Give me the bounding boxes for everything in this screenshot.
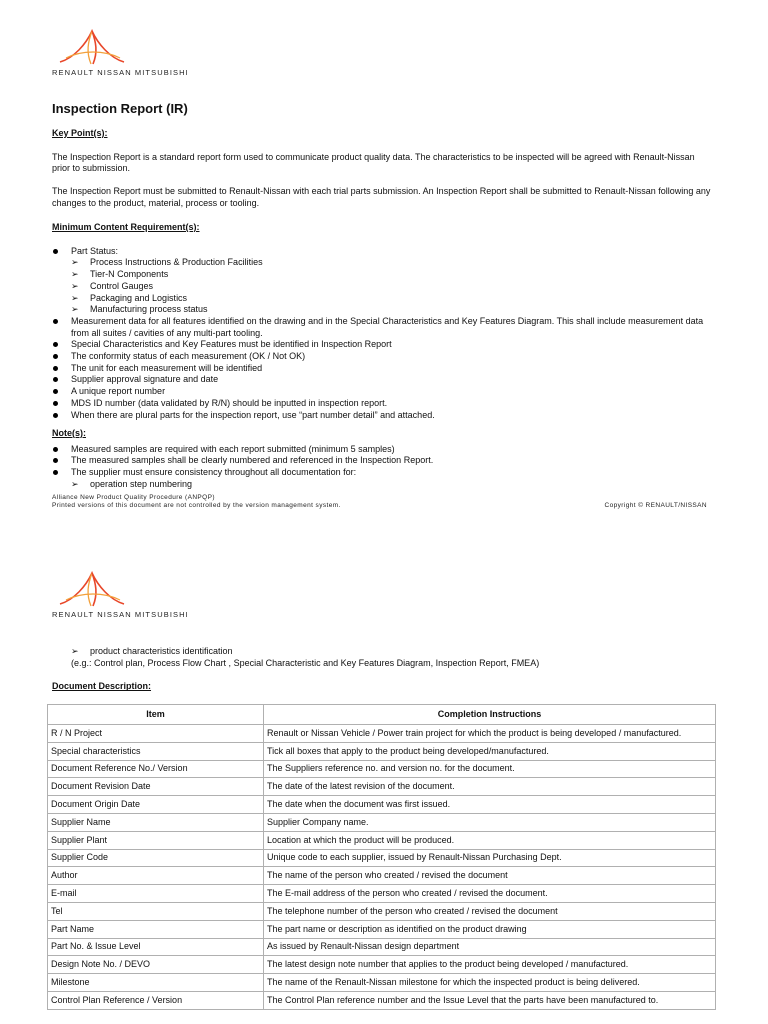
table-cell-instruction: The E-mail address of the person who created / revised the document. [264,885,716,903]
table-cell-instruction: The date when the document was first issued. [264,796,716,814]
alliance-logo-icon [52,28,132,66]
logo-text: RENAULT NISSAN MITSUBISHI [52,610,189,619]
table-row [48,956,716,974]
table-row [48,725,716,743]
table-cell-item: Milestone [48,974,264,992]
table-cell-instruction: The part name or description as identified on the product drawing [264,920,716,938]
table-row [48,991,716,1009]
table-cell-instruction: The telephone number of the person who created / revised the document [264,902,716,920]
table-cell-item: Supplier Name [48,813,264,831]
notes-list [52,444,712,491]
table-row [48,867,716,885]
list-item: Special Characteristics and Key Features must be identified in Inspection Report [52,339,712,351]
page-footer [52,494,707,510]
list-item: The unit for each measurement will be identified [52,363,712,375]
table-cell-item: Document Reference No./ Version [48,760,264,778]
notes-heading: Note(s): [52,428,86,438]
table-header-row [48,705,716,725]
list-item: ➢ Tier-N Components [71,269,169,280]
alliance-logo-icon [52,570,132,608]
table-cell-instruction: Renault or Nissan Vehicle / Power train project for which the product is being developed / manufactured. [264,725,716,743]
list-item: When there are plural parts for the inspection report, use “part number detail” and attached. [52,410,712,422]
arrow-icon: ➢ [71,257,79,268]
table-cell-instruction: Location at which the product will be produced. [264,831,716,849]
table-cell-item: Document Revision Date [48,778,264,796]
table-cell-instruction: As issued by Renault-Nissan design department [264,938,716,956]
table-cell-instruction: The name of the person who created / revised the document [264,867,716,885]
table-row [48,742,716,760]
table-cell-instruction: Tick all boxes that apply to the product being developed/manufactured. [264,742,716,760]
arrow-icon: ➢ [71,478,79,489]
table-cell-item: Special characteristics [48,742,264,760]
logo-text: RENAULT NISSAN MITSUBISHI [52,68,189,77]
list-item: ➢ Manufacturing process status [71,304,208,315]
table-cell-instruction: The Suppliers reference no. and version no. for the document. [264,760,716,778]
arrow-icon: ➢ [71,646,79,656]
table-cell-instruction: The date of the latest revision of the document. [264,778,716,796]
list-item: The conformity status of each measurement (OK / Not OK) [52,351,712,363]
document-description-table [47,704,716,1010]
table-cell-instruction: Unique code to each supplier, issued by Renault-Nissan Purchasing Dept. [264,849,716,867]
list-item: A unique report number [52,386,712,398]
table-row [48,796,716,814]
notes-section [52,428,712,491]
list-item: ➢ product characteristics identification [71,646,233,656]
key-points-heading: Key Point(s): [52,128,108,138]
table-cell-item: Control Plan Reference / Version [48,991,264,1009]
page2-example: (e.g.: Control plan, Process Flow Chart , Special Characteristic and Key Features Diagram, Inspection Report, FMEA) [71,657,540,668]
table-cell-item: Design Note No. / DEVO [48,956,264,974]
list-item: Supplier approval signature and date [52,374,712,386]
table-cell-item: Supplier Code [48,849,264,867]
table-cell-item: Document Origin Date [48,796,264,814]
table-cell-instruction: The name of the Renault-Nissan milestone for which the inspected product is being delivered. [264,974,716,992]
list-item: ➢ Packaging and Logistics [71,292,188,303]
table-row [48,920,716,938]
doc-desc-heading: Document Description: [52,681,152,692]
list-item: ➢ Control Gauges [71,280,154,291]
arrow-icon: ➢ [71,269,79,280]
alliance-logo [52,570,202,619]
arrow-icon: ➢ [71,280,79,291]
table-header-item: Item [48,705,264,725]
table-row [48,813,716,831]
min-content-list [52,246,712,422]
table-row [48,938,716,956]
table-row [48,885,716,903]
table-cell-item: R / N Project [48,725,264,743]
table-row [48,849,716,867]
arrow-icon: ➢ [71,304,79,315]
footer-copyright: Copyright © RENAULT/NISSAN [604,502,707,509]
list-item: MDS ID number (data validated by R/N) should be inputted in inspection report. [52,398,712,410]
table-row [48,974,716,992]
footer-line-2: Printed versions of this document are not controlled by the version management system. [52,502,341,509]
table-header-instructions: Completion Instructions [264,705,716,725]
list-item: ➢ Process Instructions & Production Facilities [71,257,263,268]
arrow-icon: ➢ [71,292,79,303]
min-content-heading: Minimum Content Requirement(s): [52,222,200,232]
list-item: Measured samples are required with each report submitted (minimum 5 samples) [52,444,712,456]
footer-line-1: Alliance New Product Quality Procedure (ANPQP) [52,494,215,501]
table-cell-instruction: The latest design note number that applies to the product being developed / manufactured. [264,956,716,974]
table-cell-item: E-mail [48,885,264,903]
table-cell-item: Tel [48,902,264,920]
table-cell-instruction: Supplier Company name. [264,813,716,831]
key-points-para-2: The Inspection Report must be submitted to Renault-Nissan with each trial parts submission. An Inspection Report shall be submitted to Renault-Nissan following any changes to the product, material, process or tooling. [52,186,711,208]
table-cell-item: Part No. & Issue Level [48,938,264,956]
list-item: Measurement data for all features identified on the drawing and in the Special Characteristics and Key Features Diagram. This shall include measurement data from all suites / cavities of any multi-part tooling. [52,316,712,339]
table-cell-item: Part Name [48,920,264,938]
page-title: Inspection Report (IR) [52,101,188,116]
key-points-para-1: The Inspection Report is a standard report form used to communicate product quality data. The characteristics to be inspected will be agreed with Renault-Nissan prior to submission. [52,151,695,174]
list-item: The measured samples shall be clearly numbered and referenced in the Inspection Report. [52,455,712,467]
table-row [48,760,716,778]
table-cell-instruction: The Control Plan reference number and the Issue Level that the parts have been manufactured to. [264,991,716,1009]
table-row [48,831,716,849]
page2-sub-list [52,646,712,658]
table-row [48,902,716,920]
table-row [48,778,716,796]
table-cell-item: Author [48,867,264,885]
table-body [48,725,716,1010]
key-points-section [52,128,712,210]
list-item: ➢ operation step numbering [71,478,193,489]
list-item: Part Status: [52,246,712,258]
page2-intro [52,646,712,693]
alliance-logo [52,28,202,77]
table-cell-item: Supplier Plant [48,831,264,849]
minimum-content-section [52,222,712,421]
list-item: The supplier must ensure consistency throughout all documentation for: [52,467,712,479]
